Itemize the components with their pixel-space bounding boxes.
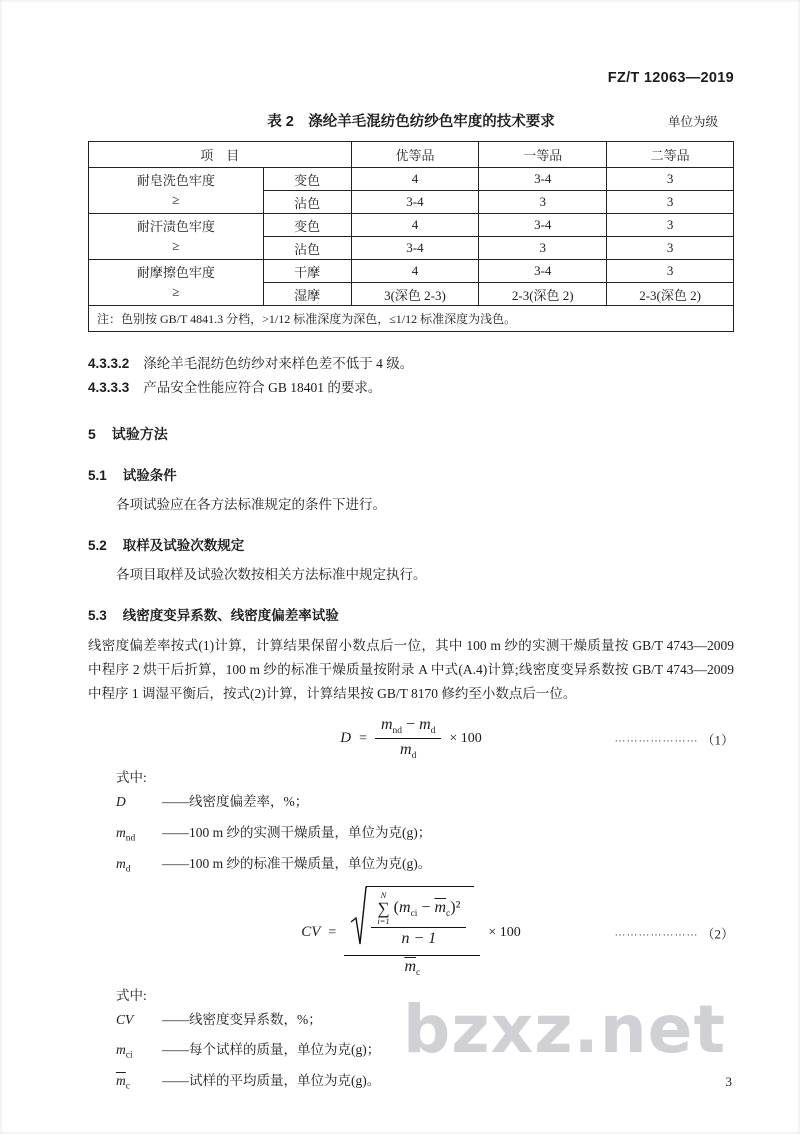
table-value: 3-4: [479, 214, 607, 237]
symbol-subscript: nd: [125, 833, 136, 844]
equals-sign: =: [359, 730, 367, 746]
where-item: [88, 1011, 734, 1035]
where-item: [88, 855, 734, 879]
symbol: m: [400, 741, 412, 759]
subscript: d: [411, 751, 417, 762]
symbol-description: ——100 m 纱的实测干燥质量，单位为克(g)；: [162, 825, 432, 841]
clause-text: 涤纶羊毛混纺色纺纱对来样色差不低于 4 级。: [143, 356, 414, 371]
table-subitem: 湿摩: [263, 283, 351, 306]
clause-number: 4.3.3.3: [88, 380, 130, 395]
minus-sign: −: [406, 716, 416, 733]
gte-symbol: ≥: [172, 283, 180, 299]
summation-symbol: [377, 891, 389, 925]
symbol: m: [419, 716, 431, 733]
table-value: 3-4: [479, 260, 607, 283]
equation-2-label: [614, 923, 734, 942]
group-name: 耐皂洗色牢度: [136, 172, 215, 188]
table-note-row: [89, 306, 734, 332]
group-name: 耐汗渍色牢度: [136, 218, 215, 234]
subscript: ci: [410, 909, 418, 920]
section-title: 试验方法: [111, 426, 168, 442]
symbol-subscript: d: [125, 864, 131, 875]
col-header-second-grade: 二等品: [607, 142, 734, 168]
table-row: [89, 214, 734, 237]
doc-number: FZ/T 12063—2019: [607, 70, 734, 86]
where-intro: 式中:: [116, 987, 147, 1003]
table-subitem: 干摩: [263, 260, 351, 283]
table-value: 2-3(深色 2): [607, 283, 734, 306]
symbol-subscript: c: [125, 1081, 130, 1092]
section-title: 试验条件: [122, 468, 177, 483]
symbol-main: m: [116, 855, 126, 871]
section-5-3-body: 线密度偏差率按式(1)计算，计算结果保留小数点后一位，其中 100 m 纱的实测干燥质量按 GB/T 4743—2009 中程序 2 烘干后折算，100 m 纱的标准干燥质量按附录 A 中式(A.4)计算;线密度变异系数按 GB/T 4743—2009 中程序 1 调湿平衡后，按式(2)计算，计算结果按 GB/T 8170 修约至小数点后一位。: [88, 638, 734, 701]
symbol-mean: $\overline{m}$: [116, 1073, 126, 1088]
fraction-denominator: [375, 739, 441, 761]
table-value: 3-4: [351, 237, 479, 260]
symbol-mean: $\overline{m}$: [404, 958, 416, 976]
section-5-3-heading: [88, 604, 734, 624]
formula-2-variable: CV: [301, 924, 321, 941]
table-value: 3-4: [351, 191, 479, 214]
inner-fraction: [371, 891, 466, 948]
symbol: [116, 1011, 162, 1035]
symbol: n − 1: [401, 930, 437, 948]
section-number: 5.2: [88, 538, 107, 553]
radicand: [366, 886, 474, 948]
where-item: [88, 824, 734, 848]
formula-1-variable: D: [340, 730, 352, 747]
where-intro: 式中:: [116, 770, 147, 786]
outer-fraction: [344, 886, 480, 978]
table-value: 4: [351, 214, 479, 237]
table-subitem: 沾色: [263, 237, 351, 260]
symbol-description: ——线密度偏差率，%；: [162, 794, 309, 810]
subscript: d: [430, 726, 436, 737]
symbol: [116, 793, 162, 817]
where-item: [88, 1072, 734, 1096]
formula-2: [88, 886, 734, 978]
symbol-main: m: [116, 1042, 126, 1058]
clauses-block: [88, 352, 734, 400]
table-note: 注：色别按 GB/T 4841.3 分档，>1/12 标准深度为深色，≤1/12 标准深度为浅色。: [89, 306, 734, 332]
section-5-heading: [88, 424, 734, 444]
section-5-2-body: 各项目取样及试验次数按相关方法标准中规定执行。: [116, 567, 427, 582]
clause-4333: [88, 376, 734, 400]
dot-leader: …………………: [614, 926, 699, 939]
table-subitem: 变色: [263, 168, 351, 191]
fraction-numerator: [375, 716, 441, 739]
sqrt-radical-icon: [350, 886, 367, 948]
symbol-main: D: [116, 794, 126, 810]
gte-symbol: ≥: [172, 237, 180, 253]
minus-sign: −: [421, 899, 431, 917]
table-value: 2-3(深色 2): [479, 283, 607, 306]
table-value: 3: [607, 260, 734, 283]
table-value: 4: [351, 260, 479, 283]
section-title: 线密度变异系数、线密度偏差率试验: [122, 608, 339, 623]
symbol-description: ——试样的平均质量，单位为克(g)。: [162, 1073, 381, 1088]
times-100: × 100: [488, 924, 521, 940]
symbol: [116, 824, 162, 848]
symbol: m: [380, 716, 393, 733]
clause-number: 4.3.3.2: [88, 356, 130, 371]
table-caption-row: [88, 110, 734, 131]
times-100: × 100: [449, 730, 482, 746]
table-header-row: [89, 142, 734, 168]
symbol-mean: $\overline{m}$: [434, 899, 447, 917]
outer-fraction-denominator: [344, 956, 480, 978]
paren-squared: )²: [450, 899, 461, 917]
inner-fraction-denominator: [371, 928, 466, 948]
dot-leader: …………………: [614, 732, 699, 745]
equals-sign: =: [328, 924, 337, 940]
symbol-description: ——每个试样的质量，单位为克(g)；: [162, 1042, 381, 1058]
where-item: [88, 1041, 734, 1065]
section-number: 5: [88, 426, 96, 442]
col-header-first-grade: 一等品: [479, 142, 607, 168]
symbol-main: m: [116, 825, 126, 841]
table-row: [89, 168, 734, 191]
subscript: c: [446, 909, 451, 920]
outer-fraction-numerator: [344, 886, 480, 956]
subscript: c: [416, 968, 421, 979]
where-item: [88, 793, 734, 817]
fraction: [375, 716, 441, 761]
equation-1-label: [614, 729, 734, 748]
section-5-1-heading: [88, 464, 734, 484]
table-value: 4: [351, 168, 479, 191]
group-perspiration-fastness: [89, 214, 264, 260]
sum-lower-limit: i=1: [377, 915, 390, 926]
clause-text: 产品安全性能应符合 GB 18401 的要求。: [143, 380, 382, 395]
group-name: 耐摩擦色牢度: [136, 264, 215, 280]
table-value: 3: [479, 237, 607, 260]
table-caption: 表 2 涤纶羊毛混纺色纺纱色牢度的技术要求: [267, 114, 555, 130]
formula-1: [88, 716, 734, 761]
table-subitem: 沾色: [263, 191, 351, 214]
subscript: nd: [392, 726, 403, 737]
section-5-2-heading: [88, 534, 734, 554]
clause-4332: [88, 352, 734, 376]
table-value: 3-4: [479, 168, 607, 191]
table-value: 3: [607, 214, 734, 237]
inner-fraction-numerator: [371, 891, 466, 928]
paren: (: [393, 899, 399, 917]
watermark-bzxz: bzxz.net: [402, 991, 726, 1068]
gte-symbol: ≥: [172, 191, 180, 207]
table-value: 3: [607, 191, 734, 214]
table-value: 3(深色 2-3): [351, 283, 479, 306]
table-row: [89, 260, 734, 283]
table-value: 3: [479, 191, 607, 214]
symbol: [116, 855, 162, 879]
table-value: 3: [607, 237, 734, 260]
symbol-description: ——100 m 纱的标准干燥质量，单位为克(g)。: [162, 855, 432, 871]
group-soap-wash-fastness: [89, 168, 264, 214]
section-5-1-body: 各项试验应在各方法标准规定的条件下进行。: [116, 497, 386, 512]
section-number: 5.3: [88, 608, 107, 623]
page-number: 3: [725, 1074, 732, 1089]
sum-upper-limit: N: [380, 890, 387, 901]
table-subitem: 变色: [263, 214, 351, 237]
symbol: [116, 1072, 162, 1096]
sigma-icon: ∑: [377, 898, 390, 918]
symbol-main: CV: [116, 1011, 134, 1027]
summand-term: [393, 899, 461, 920]
group-rubbing-fastness: [89, 260, 264, 306]
symbol: m: [399, 899, 411, 917]
equation-number: （2）: [701, 926, 734, 942]
symbol-description: ——线密度变异系数，%；: [162, 1011, 322, 1027]
col-header-premium: 优等品: [351, 142, 479, 168]
col-header-item: 项 目: [89, 142, 352, 168]
symbol-subscript: ci: [125, 1051, 133, 1061]
equation-number: （1）: [701, 732, 734, 748]
section-title: 取样及试验次数规定: [122, 538, 245, 553]
table-value: 3: [607, 168, 734, 191]
table-unit-note: 单位为级: [667, 115, 718, 129]
symbol: [116, 1041, 162, 1065]
colorfastness-spec-table: [88, 141, 734, 332]
section-number: 5.1: [88, 468, 107, 483]
square-root: [350, 886, 474, 948]
